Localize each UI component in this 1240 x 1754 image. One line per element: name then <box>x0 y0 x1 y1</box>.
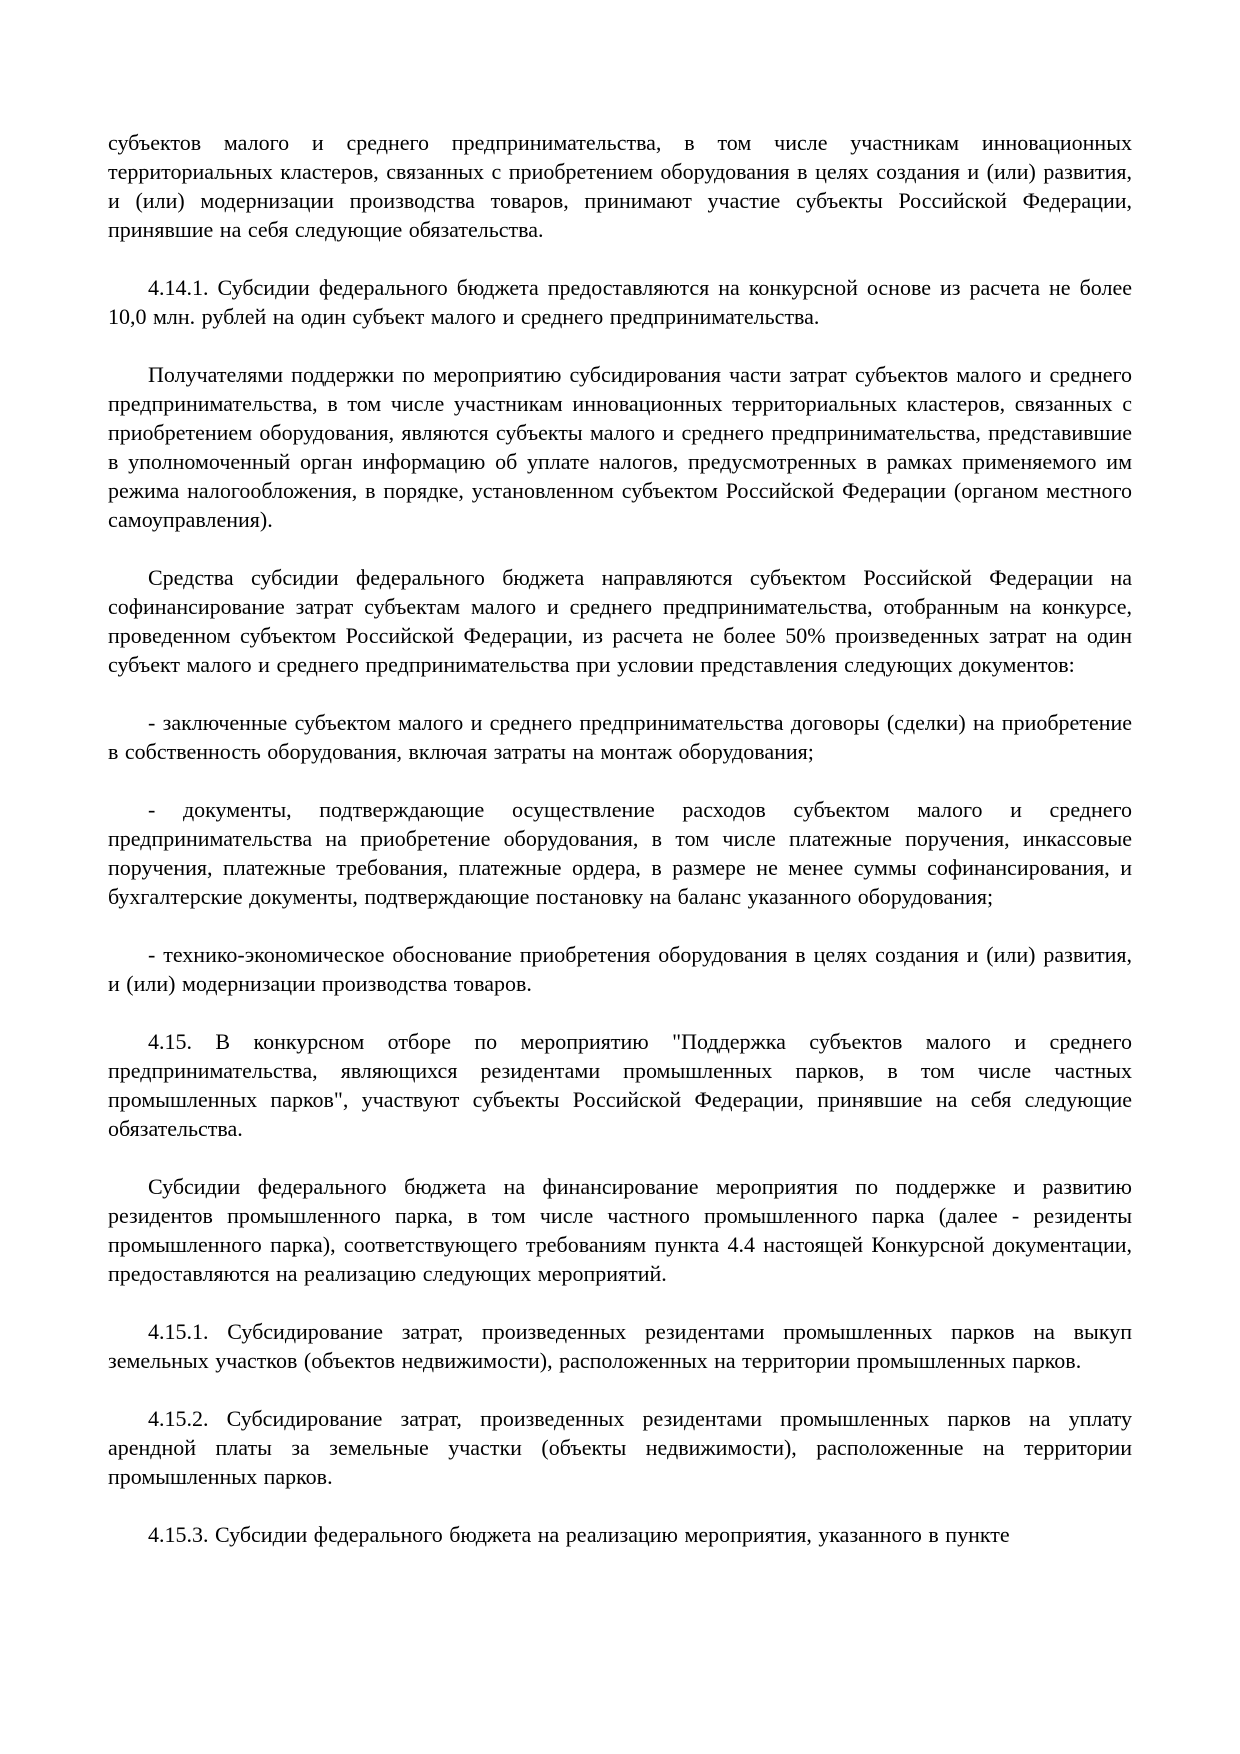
list-item-contracts: - заключенные субъектом малого и среднего предпринимательства договоры (сделки) на приобретение в собственность оборудования, включая затраты на монтаж оборудования; <box>108 710 1132 764</box>
paragraph-4-15: 4.15. В конкурсном отборе по мероприятию "Поддержка субъектов малого и среднего предпринимательства, являющихся резидентами промышленных парков, в том числе частных промышленных парков", участвуют субъекты Российской Федерации, принявшие на себя следующие обязательства. <box>108 1029 1132 1141</box>
paragraph-federal-subsidies-industrial-parks: Субсидии федерального бюджета на финансирование мероприятия по поддержке и развитию резидентов промышленного парка, в том числе частного промышленного парка (далее - резиденты промышленного парка), соответствующего требованиям пункта 4.4 настоящей Конкурсной документации, предоставляются на реализацию следующих мероприятий. <box>108 1174 1132 1286</box>
paragraph-continuation: субъектов малого и среднего предпринимательства, в том числе участникам инновационных территориальных кластеров, связанных с приобретением оборудования в целях создания и (или) развития, и (или) модернизации производства товаров, принимают участие субъекты Российской Федерации, принявшие на себя следующие обязательства. <box>108 130 1132 242</box>
paragraph-4-15-2: 4.15.2. Субсидирование затрат, произведенных резидентами промышленных парков на уплату арендной платы за земельные участки (объекты недвижимости), расположенные на территории промышленных парков. <box>108 1406 1132 1489</box>
list-item-expense-documents: - документы, подтверждающие осуществление расходов субъектом малого и среднего предпринимательства на приобретение оборудования, в том числе платежные поручения, инкассовые поручения, платежные требования, платежные ордера, в размере не менее суммы софинансирования, и бухгалтерские документы, подтверждающие постановку на баланс указанного оборудования; <box>108 797 1132 909</box>
paragraph-subsidy-funds: Средства субсидии федерального бюджета направляются субъектом Российской Федерации на софинансирование затрат субъектам малого и среднего предпринимательства, отобранным на конкурсе, проведенном субъектом Российской Федерации, из расчета не более 50% произведенных затрат на один субъект малого и среднего предпринимательства при условии представления следующих документов: <box>108 565 1132 677</box>
paragraph-4-15-1: 4.15.1. Субсидирование затрат, произведенных резидентами промышленных парков на выкуп земельных участков (объектов недвижимости), расположенных на территории промышленных парков. <box>108 1319 1132 1373</box>
paragraph-support-recipients: Получателями поддержки по мероприятию субсидирования части затрат субъектов малого и среднего предпринимательства, в том числе участникам инновационных территориальных кластеров, связанных с приобретением оборудования, являются субъекты малого и среднего предпринимательства, представившие в уполномоченный орган информацию об уплате налогов, предусмотренных в рамках применяемого им режима налогообложения, в порядке, установленном субъектом Российской Федерации (органом местного самоуправления). <box>108 362 1132 532</box>
paragraph-4-14-1: 4.14.1. Субсидии федерального бюджета предоставляются на конкурсной основе из расчета не более 10,0 млн. рублей на один субъект малого и среднего предпринимательства. <box>108 275 1132 329</box>
paragraph-4-15-3: 4.15.3. Субсидии федерального бюджета на реализацию мероприятия, указанного в пункте <box>148 1522 1010 1547</box>
list-item-feasibility-study: - технико-экономическое обоснование приобретения оборудования в целях создания и (или) развития, и (или) модернизации производства товаров. <box>108 942 1132 996</box>
